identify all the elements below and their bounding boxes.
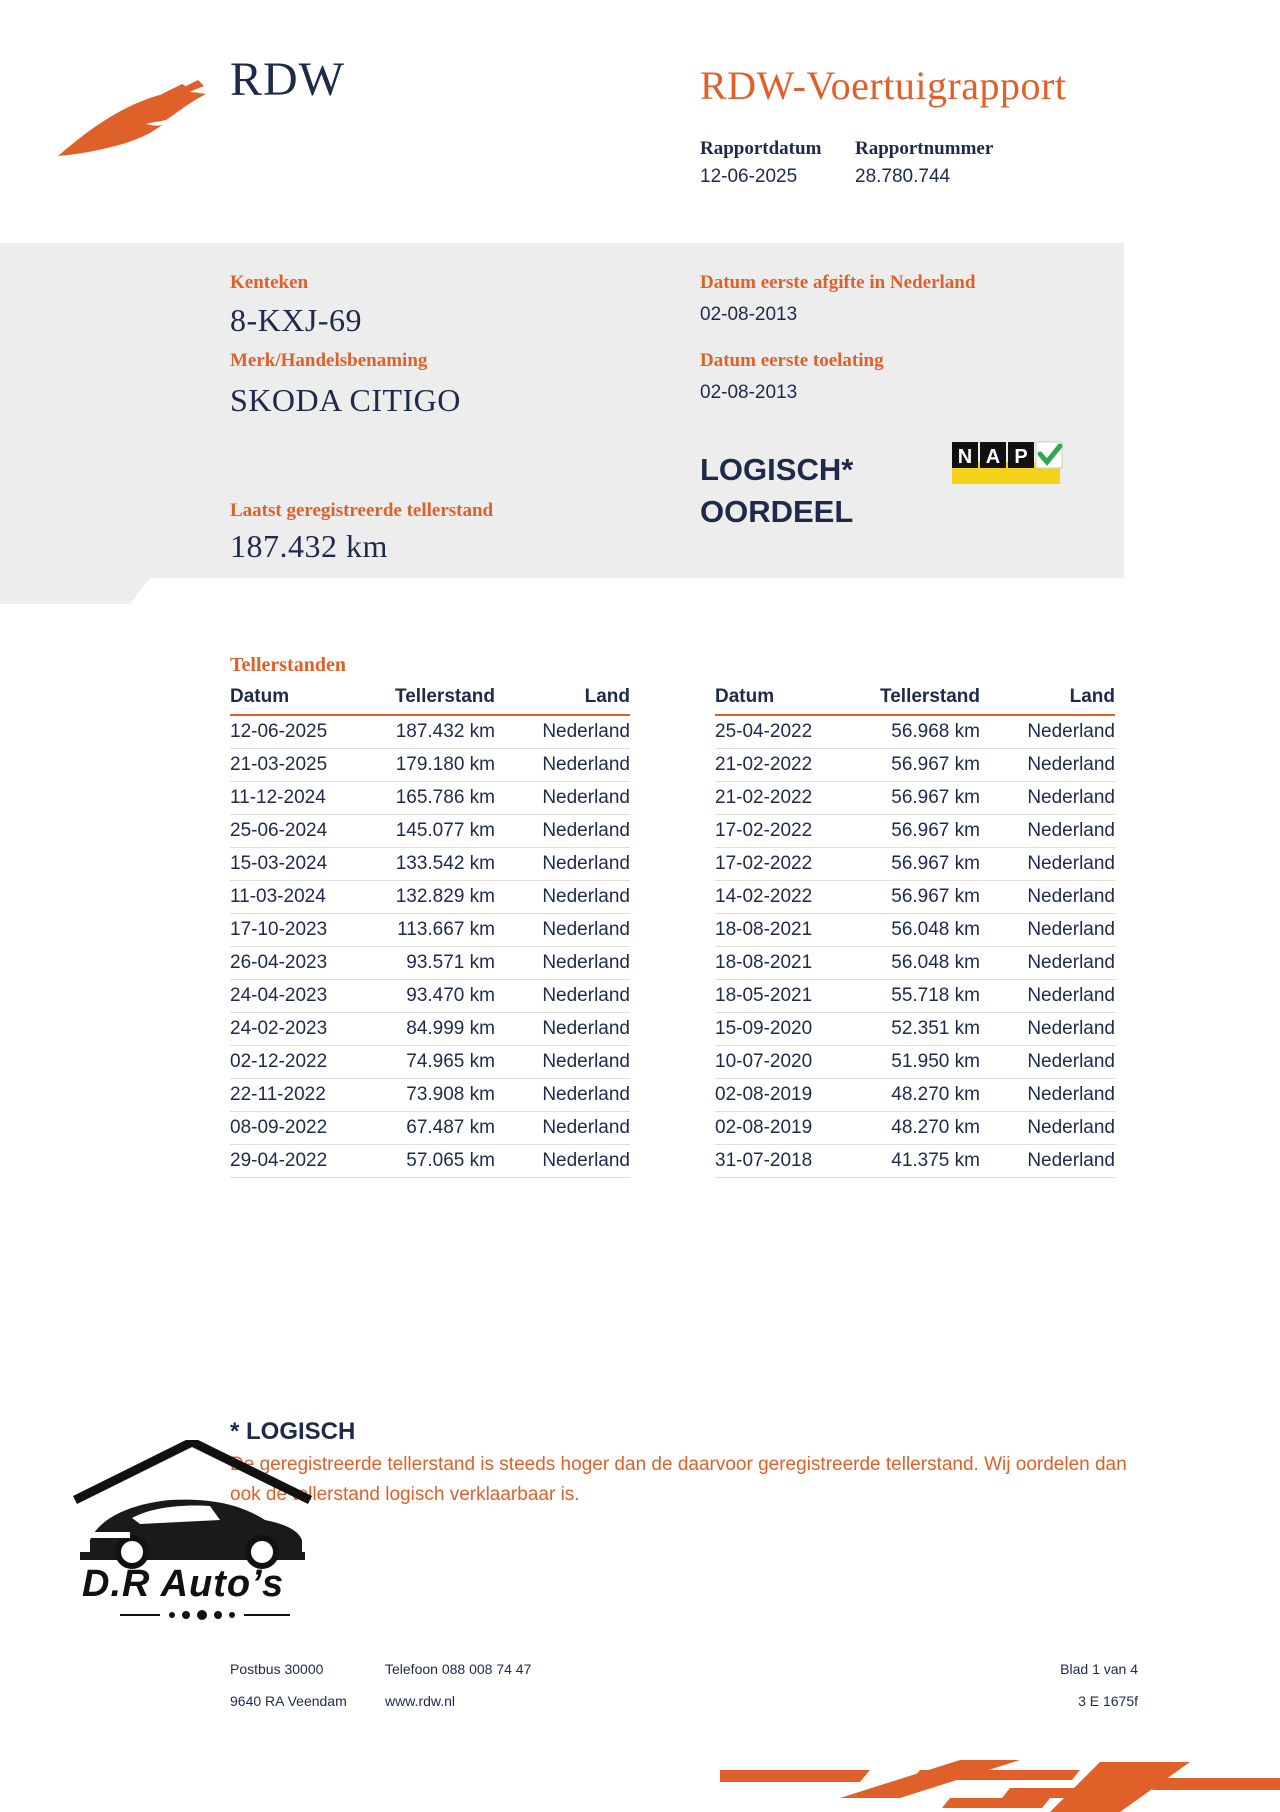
column-header-country: Land bbox=[980, 684, 1115, 715]
odometer-table-right bbox=[715, 684, 1115, 1178]
cell-date: 11-03-2024 bbox=[230, 881, 370, 914]
cell-country: Nederland bbox=[980, 980, 1115, 1013]
nap-letter-p: P bbox=[1014, 446, 1028, 468]
cell-date: 15-03-2024 bbox=[230, 848, 370, 881]
cell-odometer: 52.351 km bbox=[855, 1013, 980, 1046]
footer-document-code: 3 E 1675f bbox=[1078, 1693, 1138, 1709]
cell-date: 17-10-2023 bbox=[230, 914, 370, 947]
footer-website[interactable]: www.rdw.nl bbox=[385, 1693, 456, 1709]
brand-name: RDW bbox=[230, 53, 345, 106]
cell-date: 18-05-2021 bbox=[715, 980, 855, 1013]
first-issue-nl-label: Datum eerste afgifte in Nederland bbox=[700, 272, 976, 293]
cell-country: Nederland bbox=[495, 1112, 630, 1145]
cell-odometer: 41.375 km bbox=[855, 1145, 980, 1178]
cell-country: Nederland bbox=[980, 782, 1115, 815]
cell-date: 02-08-2019 bbox=[715, 1112, 855, 1145]
cell-odometer: 187.432 km bbox=[370, 715, 495, 749]
table-row bbox=[715, 848, 1115, 881]
cell-date: 08-09-2022 bbox=[230, 1112, 370, 1145]
table-row bbox=[230, 1145, 630, 1178]
footnote-text: De geregistreerde tellerstand is steeds hoger dan de daarvoor geregistreerde tellerstand. Wij oordelen dan ook de tellerstand logisch verklaarbaar is. bbox=[230, 1454, 1127, 1505]
rdw-feather-logo-icon bbox=[58, 78, 208, 162]
table-row bbox=[715, 1112, 1115, 1145]
cell-country: Nederland bbox=[980, 1013, 1115, 1046]
odometer-table-title: Tellerstanden bbox=[230, 654, 346, 676]
cell-date: 11-12-2024 bbox=[230, 782, 370, 815]
plate-label: Kenteken bbox=[230, 272, 309, 293]
cell-country: Nederland bbox=[495, 848, 630, 881]
cell-date: 31-07-2018 bbox=[715, 1145, 855, 1178]
verdict-line-1: LOGISCH* bbox=[700, 452, 854, 487]
cell-date: 15-09-2020 bbox=[715, 1013, 855, 1046]
cell-odometer: 48.270 km bbox=[855, 1079, 980, 1112]
cell-country: Nederland bbox=[980, 947, 1115, 980]
table-row bbox=[230, 914, 630, 947]
cell-country: Nederland bbox=[495, 1079, 630, 1112]
table-row bbox=[230, 749, 630, 782]
table-row bbox=[230, 848, 630, 881]
table-row bbox=[230, 947, 630, 980]
odometer-rows-right bbox=[715, 715, 1115, 1178]
cell-date: 10-07-2020 bbox=[715, 1046, 855, 1079]
cell-country: Nederland bbox=[495, 749, 630, 782]
report-date-label: Rapportdatum bbox=[700, 138, 822, 159]
make-value: SKODA CITIGO bbox=[230, 382, 461, 418]
nap-letter-a: A bbox=[985, 446, 1001, 468]
table-row bbox=[230, 1079, 630, 1112]
cell-odometer: 57.065 km bbox=[370, 1145, 495, 1178]
cell-country: Nederland bbox=[980, 881, 1115, 914]
cell-date: 22-11-2022 bbox=[230, 1079, 370, 1112]
column-header-odometer: Tellerstand bbox=[855, 684, 980, 715]
verdict-line-2: OORDEEL bbox=[700, 494, 854, 529]
report-date: 12-06-2025 bbox=[700, 166, 798, 187]
cell-odometer: 132.829 km bbox=[370, 881, 495, 914]
make-label: Merk/Handelsbenaming bbox=[230, 350, 428, 371]
cell-date: 02-12-2022 bbox=[230, 1046, 370, 1079]
table-row bbox=[230, 980, 630, 1013]
cell-odometer: 93.571 km bbox=[370, 947, 495, 980]
first-issue-nl-date: 02-08-2013 bbox=[700, 304, 798, 325]
dealer-decoration-dots bbox=[120, 1608, 290, 1622]
table-row bbox=[230, 1046, 630, 1079]
nap-letter-n: N bbox=[957, 446, 973, 468]
report-title: RDW-Voertuigrapport bbox=[700, 63, 1067, 108]
cell-country: Nederland bbox=[495, 815, 630, 848]
table-row bbox=[715, 1079, 1115, 1112]
table-row bbox=[715, 980, 1115, 1013]
cell-date: 24-02-2023 bbox=[230, 1013, 370, 1046]
table-row bbox=[715, 1013, 1115, 1046]
cell-country: Nederland bbox=[495, 715, 630, 749]
column-header-odometer: Tellerstand bbox=[370, 684, 495, 715]
odometer-table-left bbox=[230, 684, 630, 1178]
table-row bbox=[715, 715, 1115, 749]
cell-odometer: 145.077 km bbox=[370, 815, 495, 848]
cell-country: Nederland bbox=[980, 749, 1115, 782]
footer-page-number: Blad 1 van 4 bbox=[1060, 1661, 1138, 1677]
table-row bbox=[230, 715, 630, 749]
table-row bbox=[715, 914, 1115, 947]
cell-country: Nederland bbox=[980, 914, 1115, 947]
cell-odometer: 56.967 km bbox=[855, 848, 980, 881]
first-admission-date: 02-08-2013 bbox=[700, 382, 798, 403]
cell-date: 29-04-2022 bbox=[230, 1145, 370, 1178]
table-row bbox=[715, 947, 1115, 980]
cell-country: Nederland bbox=[495, 1145, 630, 1178]
table-header-row bbox=[230, 684, 630, 715]
cell-odometer: 133.542 km bbox=[370, 848, 495, 881]
cell-date: 12-06-2025 bbox=[230, 715, 370, 749]
cell-date: 17-02-2022 bbox=[715, 848, 855, 881]
table-row bbox=[715, 815, 1115, 848]
table-row bbox=[230, 881, 630, 914]
table-row bbox=[715, 881, 1115, 914]
cell-odometer: 56.967 km bbox=[855, 749, 980, 782]
cell-odometer: 113.667 km bbox=[370, 914, 495, 947]
odometer-value: 187.432 km bbox=[230, 528, 388, 564]
cell-odometer: 56.967 km bbox=[855, 782, 980, 815]
cell-odometer: 56.967 km bbox=[855, 881, 980, 914]
table-row bbox=[715, 1046, 1115, 1079]
cell-odometer: 93.470 km bbox=[370, 980, 495, 1013]
report-number: 28.780.744 bbox=[855, 166, 951, 187]
cell-date: 24-04-2023 bbox=[230, 980, 370, 1013]
cell-odometer: 56.967 km bbox=[855, 815, 980, 848]
cell-country: Nederland bbox=[495, 914, 630, 947]
cell-odometer: 56.048 km bbox=[855, 947, 980, 980]
table-row bbox=[230, 1112, 630, 1145]
cell-odometer: 55.718 km bbox=[855, 980, 980, 1013]
cell-country: Nederland bbox=[980, 848, 1115, 881]
footer-stripes-decoration bbox=[720, 1740, 1280, 1812]
cell-date: 17-02-2022 bbox=[715, 815, 855, 848]
table-header-row bbox=[715, 684, 1115, 715]
cell-country: Nederland bbox=[495, 980, 630, 1013]
column-header-date: Datum bbox=[230, 684, 370, 715]
cell-date: 25-06-2024 bbox=[230, 815, 370, 848]
footer-address: 9640 RA Veendam bbox=[230, 1693, 347, 1709]
cell-odometer: 56.968 km bbox=[855, 715, 980, 749]
cell-odometer: 179.180 km bbox=[370, 749, 495, 782]
cell-country: Nederland bbox=[980, 1079, 1115, 1112]
footer-phone: Telefoon 088 008 74 47 bbox=[385, 1661, 532, 1677]
cell-country: Nederland bbox=[980, 1046, 1115, 1079]
cell-odometer: 165.786 km bbox=[370, 782, 495, 815]
cell-odometer: 48.270 km bbox=[855, 1112, 980, 1145]
cell-odometer: 74.965 km bbox=[370, 1046, 495, 1079]
cell-date: 26-04-2023 bbox=[230, 947, 370, 980]
table-row bbox=[230, 1013, 630, 1046]
cell-date: 14-02-2022 bbox=[715, 881, 855, 914]
panel-notch bbox=[0, 578, 150, 604]
cell-date: 21-02-2022 bbox=[715, 782, 855, 815]
cell-country: Nederland bbox=[495, 1046, 630, 1079]
odometer-label: Laatst geregistreerde tellerstand bbox=[230, 500, 494, 521]
cell-date: 02-08-2019 bbox=[715, 1079, 855, 1112]
column-header-country: Land bbox=[495, 684, 630, 715]
cell-country: Nederland bbox=[495, 947, 630, 980]
cell-country: Nederland bbox=[980, 715, 1115, 749]
column-header-date: Datum bbox=[715, 684, 855, 715]
first-admission-label: Datum eerste toelating bbox=[700, 350, 884, 371]
cell-country: Nederland bbox=[980, 1112, 1115, 1145]
cell-country: Nederland bbox=[980, 1145, 1115, 1178]
cell-date: 25-04-2022 bbox=[715, 715, 855, 749]
plate-number: 8-KXJ-69 bbox=[230, 302, 362, 338]
cell-date: 21-02-2022 bbox=[715, 749, 855, 782]
dealer-name: D.R Auto’s bbox=[82, 1563, 285, 1605]
cell-odometer: 73.908 km bbox=[370, 1079, 495, 1112]
report-number-label: Rapportnummer bbox=[855, 138, 994, 159]
table-row bbox=[230, 782, 630, 815]
cell-odometer: 56.048 km bbox=[855, 914, 980, 947]
footnote-title: * LOGISCH bbox=[230, 1418, 356, 1445]
cell-country: Nederland bbox=[495, 782, 630, 815]
cell-date: 21-03-2025 bbox=[230, 749, 370, 782]
cell-date: 18-08-2021 bbox=[715, 947, 855, 980]
cell-country: Nederland bbox=[495, 881, 630, 914]
nap-checkmark-icon bbox=[950, 440, 1064, 486]
table-row bbox=[715, 749, 1115, 782]
table-row bbox=[715, 1145, 1115, 1178]
cell-odometer: 84.999 km bbox=[370, 1013, 495, 1046]
cell-odometer: 67.487 km bbox=[370, 1112, 495, 1145]
odometer-rows-left bbox=[230, 715, 630, 1178]
table-row bbox=[230, 815, 630, 848]
cell-date: 18-08-2021 bbox=[715, 914, 855, 947]
table-row bbox=[715, 782, 1115, 815]
cell-country: Nederland bbox=[495, 1013, 630, 1046]
cell-country: Nederland bbox=[980, 815, 1115, 848]
footer-postbus: Postbus 30000 bbox=[230, 1661, 324, 1677]
cell-odometer: 51.950 km bbox=[855, 1046, 980, 1079]
